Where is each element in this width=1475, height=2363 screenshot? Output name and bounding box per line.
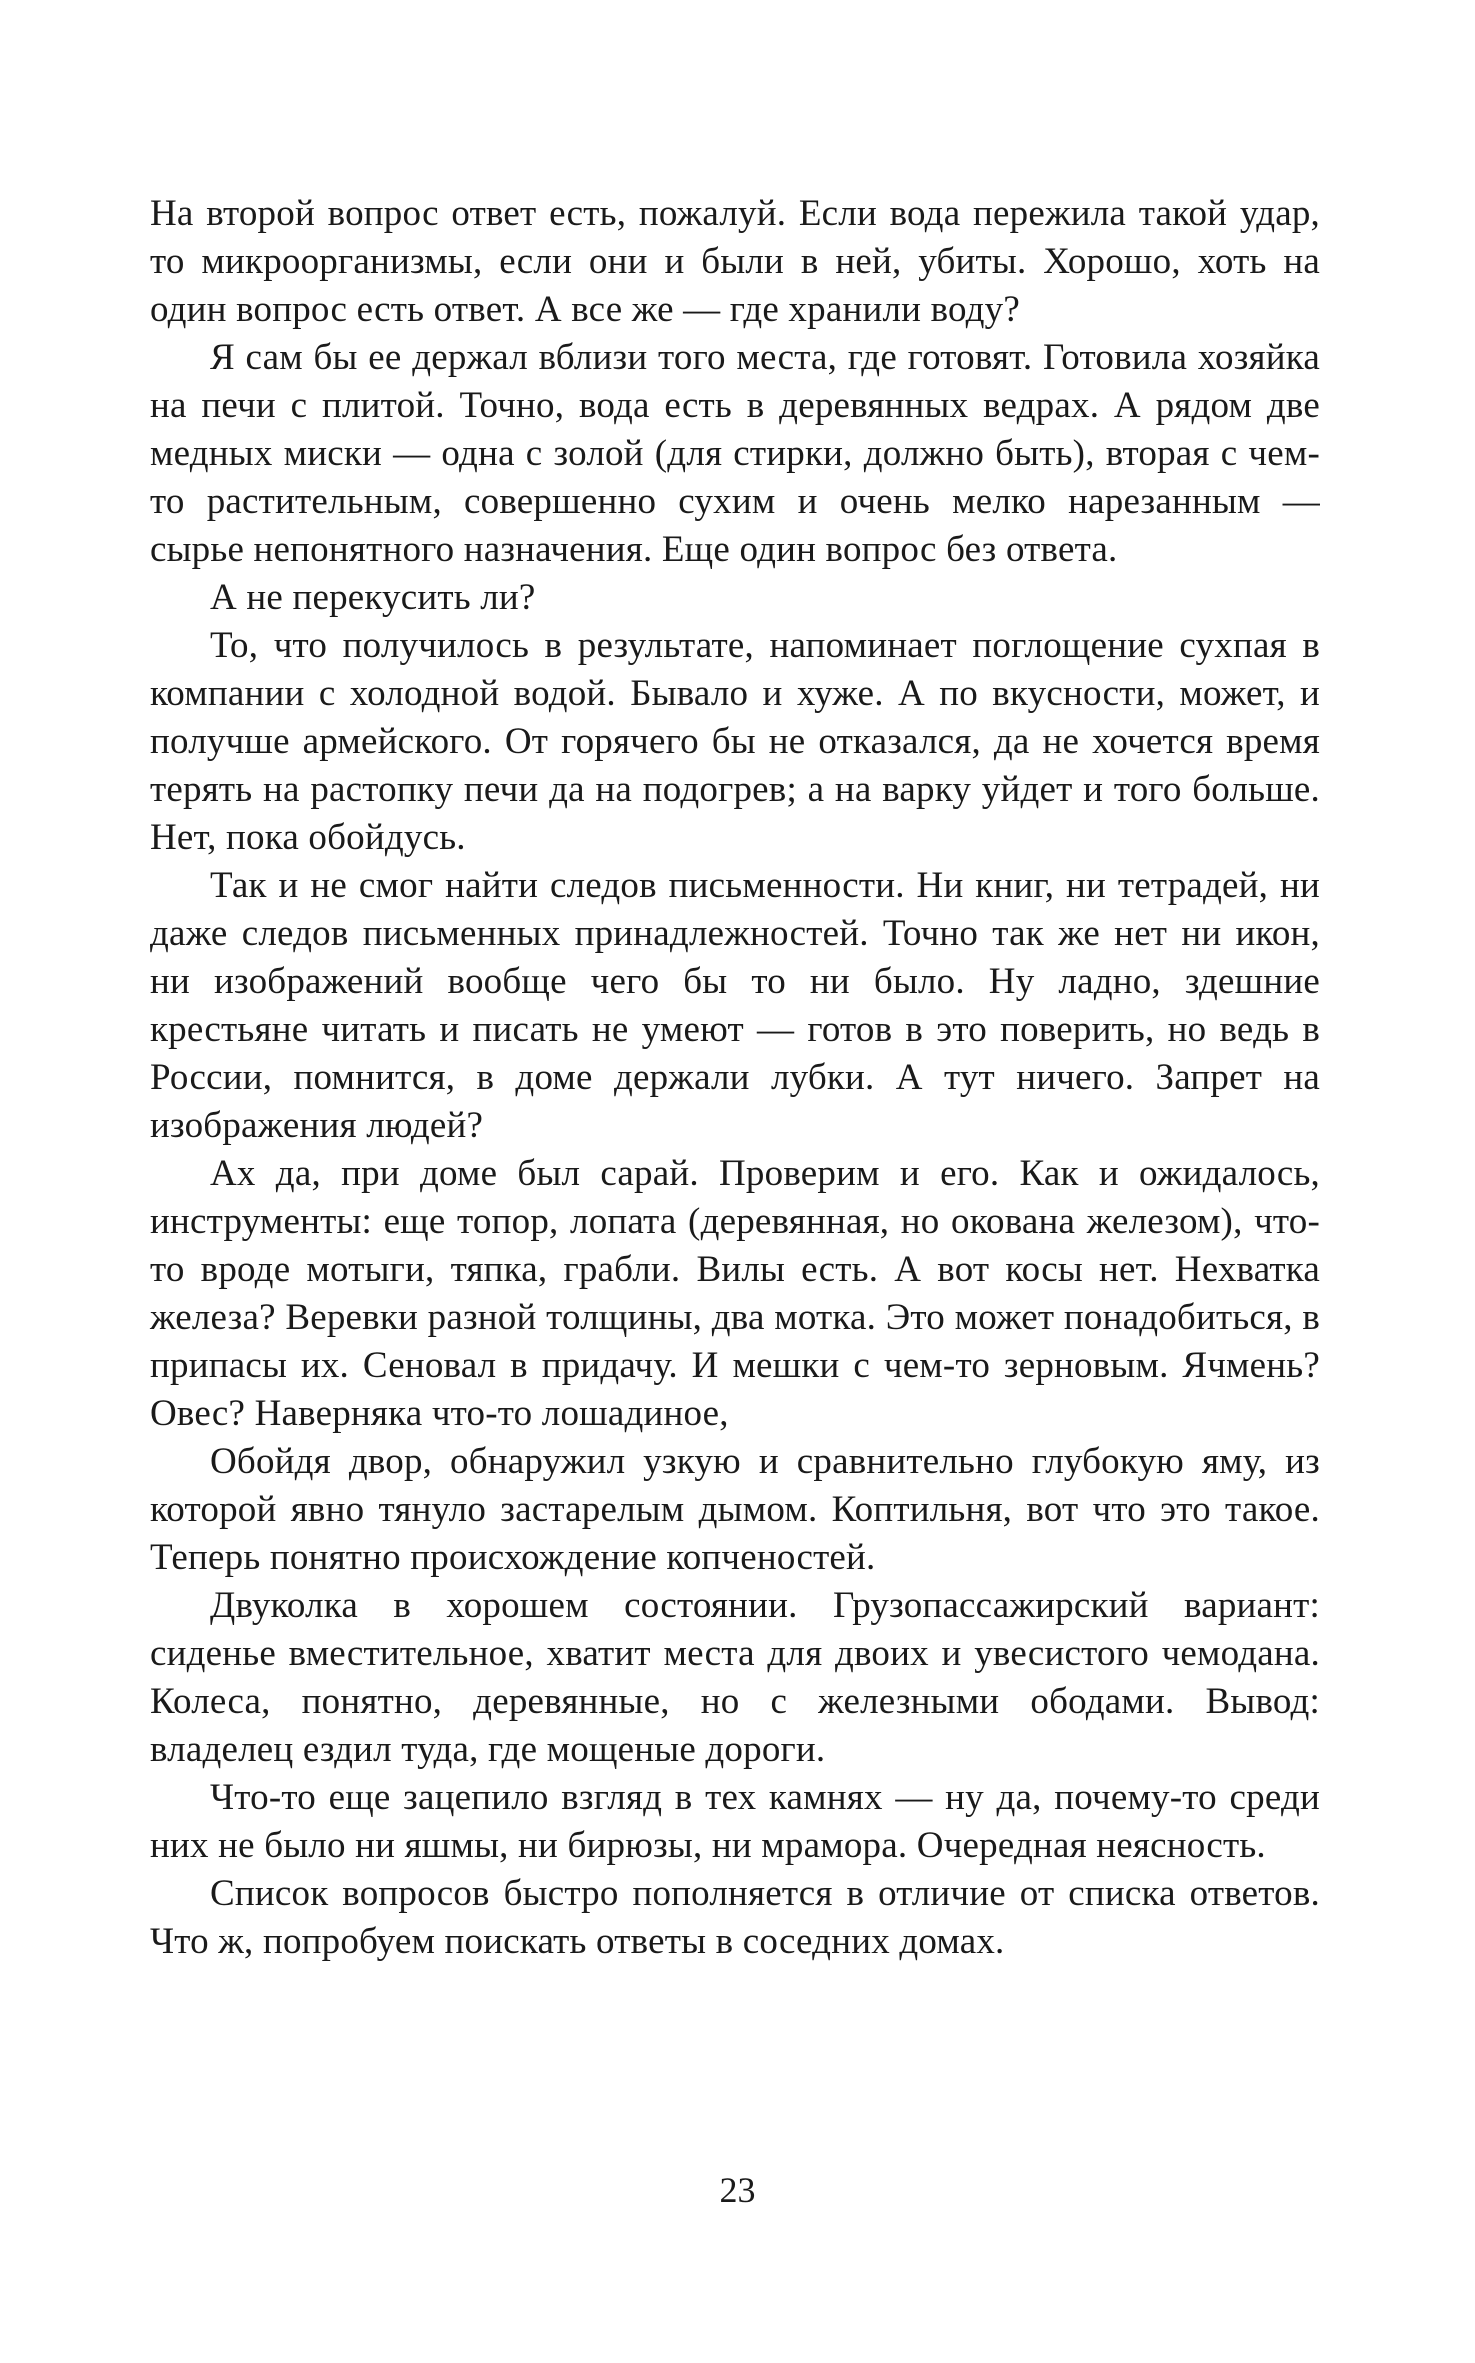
paragraph-9: Что-то еще зацепило взгляд в тех камнях — ну да, почему-то среди них не было ни яшмы, ни бирюзы, ни мрамора. Очередная неясность. [150,1777,1320,1866]
body-text [150,190,1320,1966]
paragraph-8: Двуколка в хорошем состоянии. Грузопассажирский вариант: сиденье вместительное, хватит места для двоих и увесистого чемодана. Колеса, понятно, деревянные, но с железными ободами. Вывод: владелец ездил туда, где мощеные дороги. [150,1585,1320,1770]
paragraph-2: Я сам бы ее держал вблизи того места, где готовят. Готовила хозяйка на печи с плитой. Точно, вода есть в деревянных ведрах. А рядом две медных миски — одна с золой (для стирки, должно быть), вторая с чем-то растительным, совершенно сухим и очень мелко нарезанным — сырье непонятного назначения. Еще один вопрос без ответа. [150,337,1320,570]
paragraph-3: А не перекусить ли? [210,577,536,618]
paragraph-4: То, что получилось в результате, напоминает поглощение сухпая в компании с холодной водой. Бывало и хуже. А по вкусности, может, и получше армейского. От горячего бы не отказался, да не хочется время терять на растопку печи да на подогрев; а на варку уйдет и того больше. Нет, пока обойдусь. [150,625,1320,858]
paragraph-6: Ах да, при доме был сарай. Проверим и его. Как и ожидалось, инструменты: еще топор, лопата (деревянная, но окована железом), что-то вроде мотыги, тяпка, грабли. Вилы есть. А вот косы нет. Нехватка железа? Веревки разной толщины, два мотка. Это может понадобиться, в припасы их. Сеновал в придачу. И мешки с чем-то зерновым. Ячмень? Овес? Наверняка что-то лошадиное, [150,1153,1320,1434]
paragraph-7: Обойдя двор, обнаружил узкую и сравнительно глубокую яму, из которой явно тянуло застарелым дымом. Коптильня, вот что это такое. Теперь понятно происхождение копченостей. [150,1441,1320,1578]
paragraph-1: На второй вопрос ответ есть, пожалуй. Если вода пережила такой удар, то микроорганизмы, если они и были в ней, убиты. Хорошо, хоть на один вопрос есть ответ. А все же — где хранили воду? [150,193,1320,330]
page-number: 23 [719,2170,756,2210]
paragraph-5: Так и не смог найти следов письменности. Ни книг, ни тетрадей, ни даже следов письменных принадлежностей. Точно так же нет ни икон, ни изображений вообще чего бы то ни было. Ну ладно, здешние крестьяне читать и писать не умеют — готов в это поверить, но ведь в России, помнится, в доме держали лубки. А тут ничего. Запрет на изображения людей? [150,865,1320,1146]
paragraph-10: Список вопросов быстро пополняется в отличие от списка ответов. Что ж, попробуем поискать ответы в соседних домах. [150,1873,1320,1962]
